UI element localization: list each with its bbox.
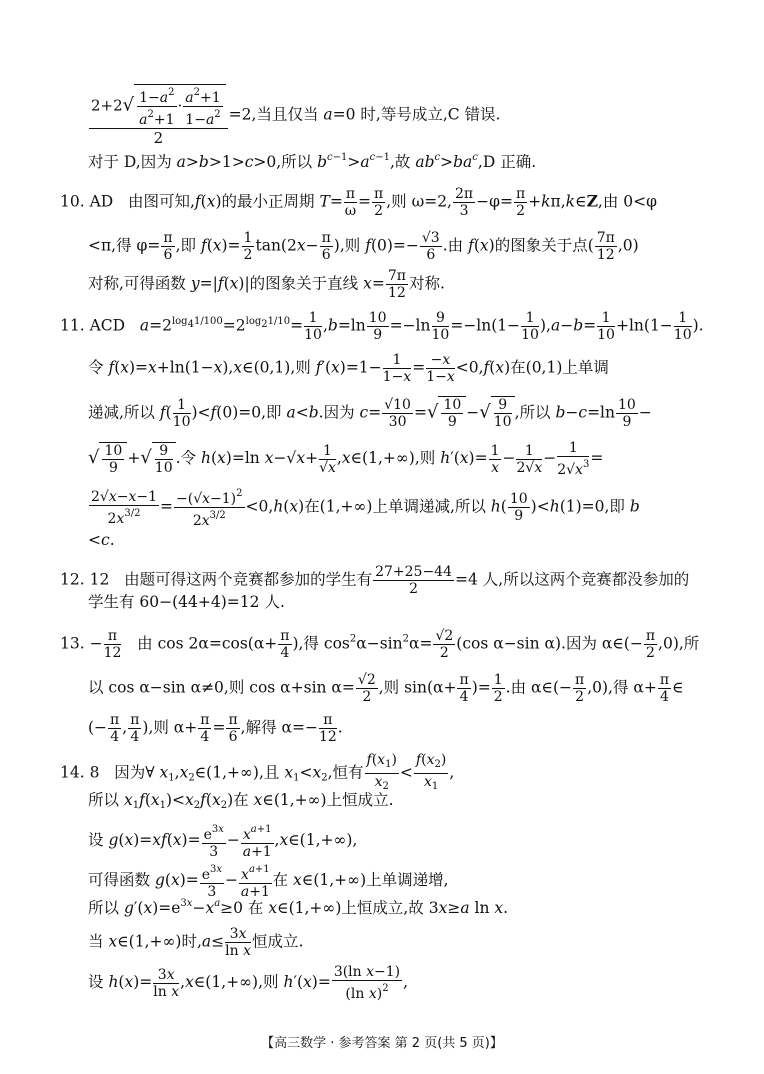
answer-line: 递减,所以 f( $\frac{1}{10}$ )<f(0)=0,即 a<b.因为 c= $\frac{√10}{30}$ =√ $\frac{10}{9}$ −√ $\frac{9}{10}$ ,所以 b−c=ln $\frac{10}{9}$ − xyxy=(88,397,652,430)
answer-line: 所以 $g'(x)=e^{3x}-x^a\ge 0$ 在 x∈(1,+∞)上恒成立,故 3x≥a ln x. xyxy=(88,898,509,917)
answer-line: 设 h(x)= $\frac{3x}{\text{ln x}}$ ,x∈(1,+∞),则 h′(x)= $\frac{\text{3(ln x−1)}}{(\ln x)^2}$ , xyxy=(88,964,409,1002)
answer-line: 可得函数 g(x)= $\frac{e^{3x}}{3}$ − $\frac{x^{a+1}}{a+1}$ 在 x∈(1,+∞)上单调递增, xyxy=(88,864,449,900)
answer-line: (− $\frac{\pi}{4}$ , $\frac{\pi}{4}$ ),则 α+ $\frac{\pi}{4}$ = $\frac{\pi}{6}$ ,解得 α=− $\frac{\pi}{12}$ . xyxy=(88,712,343,745)
answer-line: 12. 12 由题可得这两个竞赛都参加的学生有 $\frac{27+25-44}{2}$ =4 人,所以这两个竞赛都没参加的 xyxy=(60,564,690,597)
answer-line: 14. 8 因为∀ $x_1,x_2\in(1,+\infty)$,且 $x_1<x_2$,恒有 $\frac{f(x_1)}{x_2}$ < $\frac{f(x_2)}{x_1}$ , xyxy=(60,752,455,792)
answer-line: 学生有 60−(44+4)=12 人. xyxy=(88,593,285,611)
page-footer: 【高三数学 · 参考答案 第 2 页(共 5 页)】 xyxy=(261,1036,503,1051)
answer-line: 13. − $\frac{\pi}{12}$ 由 cos 2α=cos(α+ $\frac{\pi}{4}$ ),得 $\cos^2\alpha-\sin^2\alpha=$ $\frac{√2}{2}$ (cos α−sin α).因为 α∈(− $\frac{\pi}{2}$ ,0),所 xyxy=(60,628,700,661)
answer-line: 10. AD 由图可知,f(x)的最小正周期 T= $\frac{\pi}{\omega}$ = $\frac{\pi}{2}$ ,则 ω=2, $\frac{2\pi}{3}$ −φ= $\frac{\pi}{2}$ +kπ,k∈Z,由 0<φ xyxy=(60,186,657,219)
answer-line: 令 f(x)=x+ln(1−x),x∈(0,1),则 f′(x)=1− $\frac{1}{1-x}$ = $\frac{-x}{1-x}$ <0,f(x)在(0,1)上单调 xyxy=(88,352,609,385)
answer-line: 11. ACD $a=2^{log41/100}=2^{log21/10}=$ $\frac{1}{10}$ ,b=ln $\frac{10}{9}$ =−ln $\frac{9}{10}$ =−ln(1− $\frac{1}{10}$ ),a−b= $\frac{1}{10}$ +ln(1− $\frac{1}{10}$ ). xyxy=(60,310,704,343)
answer-line: 所以 $x_1f(x_1)<x_2f(x_2)$在 x∈(1,+∞)上恒成立. xyxy=(88,791,394,811)
answer-line: √ $\frac{10}{9}$ +√ $\frac{9}{10}$ .令 h(x)=ln x−√x+ $\frac{1}{√x}$ ,x∈(1,+∞),则 h′(x)= $\frac{1}{x}$ − $\frac{1}{2√x}$ − $\frac{1}{2√x^3}$ = xyxy=(88,440,604,478)
answer-line: 当 x∈(1,+∞)时,a≤ $\frac{3x}{\text{ln x}}$ 恒成立. xyxy=(88,926,304,959)
answer-line: <π,得 φ= $\frac{\pi}{6}$ ,即 f(x)= $\frac{1}{2}$ tan(2x− $\frac{\pi}{6}$ ),则 f(0)=− $\frac{√3}{6}$ .由 f(x)的图象关于点( $\frac{7\pi}{12}$ ,0) xyxy=(88,230,639,263)
answer-line: 对于 D,因为 a>b>1>c>0,所以 $b^{c-1}>a^{c-1}$,故 $ab^c>ba^c,D$ 正确. xyxy=(88,152,537,171)
answer-line: $\frac{2√x-x-1}{2x^{3/2}}$ = $\frac{-(√x-1)^2}{2x^{3/2}}$ <0,h(x)在(1,+∞)上单调递减,所以 h( $\frac{10}{9}$ )<h(1)=0,即 b xyxy=(91,488,640,529)
answer-line: 以 cos α−sin α≠0,则 cos α+sin α= $\frac{√2}{2}$ ,则 sin(α+ $\frac{\pi}{4}$ )= $\frac{1}{2}$ .由 α∈(− $\frac{\pi}{2}$ ,0),得 α+ $\frac{\pi}{4}$ ∈ xyxy=(88,672,684,705)
answer-line: 设 g(x)=xf(x)= $\frac{e^{3x}}{3}$ − $\frac{x^{a+1}}{a+1}$ ,x∈(1,+∞), xyxy=(88,824,358,860)
answer-line: 对称,可得函数 y=|f(x)|的图象关于直线 x= $\frac{7\pi}{12}$ 对称. xyxy=(88,268,445,301)
fraction: 2+2√ $\frac{1-a^2}{a^2+1}$ · $\frac{a^2+1}{1-a^2}$ 2 xyxy=(89,84,228,147)
answer-line: 2+2√ $\frac{1-a^2}{a^2+1}$ · $\frac{a^2+1}{1-a^2}$ 2 =2,当且仅当 a=0 时,等号成立,C 错误. xyxy=(88,84,501,147)
answer-line: <c. xyxy=(88,531,115,549)
